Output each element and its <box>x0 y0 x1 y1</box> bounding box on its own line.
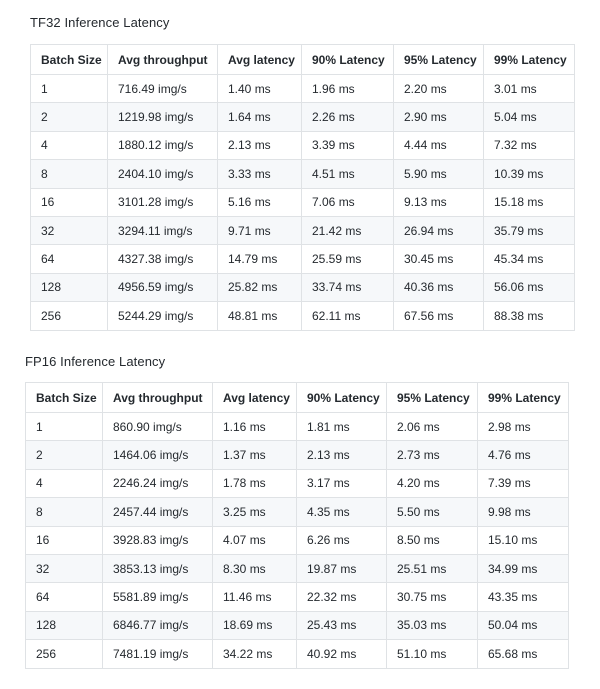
table-cell: 2404.10 img/s <box>108 160 218 188</box>
table-cell: 2 <box>26 441 103 469</box>
table-cell: 21.42 ms <box>302 216 394 244</box>
table-cell: 64 <box>26 583 103 611</box>
table-cell: 7.39 ms <box>478 469 569 497</box>
table-cell: 3.33 ms <box>218 160 302 188</box>
table-row <box>26 640 569 668</box>
table-cell: 3928.83 img/s <box>103 526 213 554</box>
table-cell: 2.20 ms <box>394 75 484 103</box>
table-cell: 2457.44 img/s <box>103 498 213 526</box>
fp16-section <box>25 351 569 669</box>
table-cell: 43.35 ms <box>478 583 569 611</box>
table-cell: 8.30 ms <box>213 554 297 582</box>
table-cell: 4.20 ms <box>387 469 478 497</box>
table-cell: 5.90 ms <box>394 160 484 188</box>
table-cell: 4.07 ms <box>213 526 297 554</box>
table-cell: 34.22 ms <box>213 640 297 668</box>
table-cell: 716.49 img/s <box>108 75 218 103</box>
table-cell: 65.68 ms <box>478 640 569 668</box>
table-cell: 4327.38 img/s <box>108 245 218 273</box>
table-cell: 860.90 img/s <box>103 413 213 441</box>
table-cell: 32 <box>26 554 103 582</box>
table-cell: 25.82 ms <box>218 273 302 301</box>
table-cell: 2246.24 img/s <box>103 469 213 497</box>
table-cell: 1880.12 img/s <box>108 131 218 159</box>
fp16-table-title: FP16 Inference Latency <box>25 354 166 369</box>
table-cell: 6846.77 img/s <box>103 611 213 639</box>
table-cell: 30.75 ms <box>387 583 478 611</box>
column-header: 99% Latency <box>484 45 575 75</box>
table-cell: 64 <box>31 245 108 273</box>
table-cell: 2.98 ms <box>478 413 569 441</box>
table-cell: 40.92 ms <box>297 640 387 668</box>
table-cell: 18.69 ms <box>213 611 297 639</box>
table-row <box>31 75 575 103</box>
table-cell: 256 <box>31 302 108 330</box>
table-row <box>31 216 575 244</box>
table-row <box>31 302 575 330</box>
table-cell: 26.94 ms <box>394 216 484 244</box>
table-cell: 8 <box>26 498 103 526</box>
table-cell: 51.10 ms <box>387 640 478 668</box>
tf32-latency-table <box>30 44 575 331</box>
table-cell: 4956.59 img/s <box>108 273 218 301</box>
table-cell: 10.39 ms <box>484 160 575 188</box>
table-cell: 16 <box>26 526 103 554</box>
table-cell: 2 <box>31 103 108 131</box>
table-row <box>31 273 575 301</box>
table-cell: 3.17 ms <box>297 469 387 497</box>
table-cell: 1.78 ms <box>213 469 297 497</box>
table-cell: 11.46 ms <box>213 583 297 611</box>
table-cell: 40.36 ms <box>394 273 484 301</box>
table-cell: 32 <box>31 216 108 244</box>
table-cell: 22.32 ms <box>297 583 387 611</box>
table-cell: 1.64 ms <box>218 103 302 131</box>
table-cell: 3853.13 img/s <box>103 554 213 582</box>
table-row <box>31 160 575 188</box>
table-cell: 9.13 ms <box>394 188 484 216</box>
column-header: 99% Latency <box>478 383 569 413</box>
table-cell: 7.06 ms <box>302 188 394 216</box>
table-cell: 50.04 ms <box>478 611 569 639</box>
table-cell: 4.76 ms <box>478 441 569 469</box>
table-cell: 33.74 ms <box>302 273 394 301</box>
table-cell: 15.18 ms <box>484 188 575 216</box>
table-cell: 1.37 ms <box>213 441 297 469</box>
table-cell: 1 <box>31 75 108 103</box>
table-cell: 3294.11 img/s <box>108 216 218 244</box>
table-cell: 88.38 ms <box>484 302 575 330</box>
table-cell: 6.26 ms <box>297 526 387 554</box>
table-cell: 7.32 ms <box>484 131 575 159</box>
tf32-table-title: TF32 Inference Latency <box>30 15 170 30</box>
table-cell: 2.73 ms <box>387 441 478 469</box>
table-cell: 256 <box>26 640 103 668</box>
table-cell: 35.79 ms <box>484 216 575 244</box>
table-row <box>26 469 569 497</box>
table-cell: 1 <box>26 413 103 441</box>
column-header: 95% Latency <box>394 45 484 75</box>
table-cell: 1.96 ms <box>302 75 394 103</box>
table-cell: 67.56 ms <box>394 302 484 330</box>
table-cell: 4 <box>31 131 108 159</box>
table-cell: 16 <box>31 188 108 216</box>
table-cell: 5.50 ms <box>387 498 478 526</box>
table-cell: 1.81 ms <box>297 413 387 441</box>
table-cell: 14.79 ms <box>218 245 302 273</box>
table-cell: 45.34 ms <box>484 245 575 273</box>
table-cell: 19.87 ms <box>297 554 387 582</box>
table-cell: 15.10 ms <box>478 526 569 554</box>
column-header: Batch Size <box>26 383 103 413</box>
table-cell: 5244.29 img/s <box>108 302 218 330</box>
table-cell: 1.40 ms <box>218 75 302 103</box>
table-cell: 8 <box>31 160 108 188</box>
column-header: Avg throughput <box>108 45 218 75</box>
table-cell: 2.26 ms <box>302 103 394 131</box>
table-cell: 3101.28 img/s <box>108 188 218 216</box>
table-cell: 4.44 ms <box>394 131 484 159</box>
table-header-row <box>26 383 569 413</box>
table-row <box>26 554 569 582</box>
table-row <box>31 103 575 131</box>
table-cell: 25.43 ms <box>297 611 387 639</box>
table-cell: 1464.06 img/s <box>103 441 213 469</box>
table-cell: 3.39 ms <box>302 131 394 159</box>
table-cell: 2.13 ms <box>297 441 387 469</box>
table-cell: 5.04 ms <box>484 103 575 131</box>
table-cell: 9.98 ms <box>478 498 569 526</box>
column-header: Avg latency <box>218 45 302 75</box>
table-cell: 2.90 ms <box>394 103 484 131</box>
table-cell: 56.06 ms <box>484 273 575 301</box>
table-cell: 25.51 ms <box>387 554 478 582</box>
column-header: Avg latency <box>213 383 297 413</box>
table-row <box>26 583 569 611</box>
table-cell: 1219.98 img/s <box>108 103 218 131</box>
table-cell: 9.71 ms <box>218 216 302 244</box>
fp16-latency-table <box>25 382 569 669</box>
table-row <box>31 188 575 216</box>
table-cell: 5.16 ms <box>218 188 302 216</box>
table-cell: 128 <box>31 273 108 301</box>
table-cell: 2.06 ms <box>387 413 478 441</box>
table-row <box>31 131 575 159</box>
table-cell: 34.99 ms <box>478 554 569 582</box>
column-header: 95% Latency <box>387 383 478 413</box>
column-header: Batch Size <box>31 45 108 75</box>
table-cell: 7481.19 img/s <box>103 640 213 668</box>
table-row <box>26 498 569 526</box>
table-cell: 128 <box>26 611 103 639</box>
table-row <box>26 441 569 469</box>
tf32-section <box>30 12 575 331</box>
table-cell: 48.81 ms <box>218 302 302 330</box>
table-cell: 2.13 ms <box>218 131 302 159</box>
table-cell: 25.59 ms <box>302 245 394 273</box>
table-row <box>26 526 569 554</box>
column-header: 90% Latency <box>297 383 387 413</box>
table-cell: 35.03 ms <box>387 611 478 639</box>
table-cell: 4.51 ms <box>302 160 394 188</box>
table-cell: 1.16 ms <box>213 413 297 441</box>
table-cell: 4 <box>26 469 103 497</box>
table-header-row <box>31 45 575 75</box>
table-cell: 8.50 ms <box>387 526 478 554</box>
table-cell: 62.11 ms <box>302 302 394 330</box>
table-row <box>26 611 569 639</box>
table-row <box>31 245 575 273</box>
table-cell: 5581.89 img/s <box>103 583 213 611</box>
table-cell: 30.45 ms <box>394 245 484 273</box>
column-header: 90% Latency <box>302 45 394 75</box>
table-row <box>26 413 569 441</box>
column-header: Avg throughput <box>103 383 213 413</box>
table-cell: 3.25 ms <box>213 498 297 526</box>
table-cell: 4.35 ms <box>297 498 387 526</box>
table-cell: 3.01 ms <box>484 75 575 103</box>
